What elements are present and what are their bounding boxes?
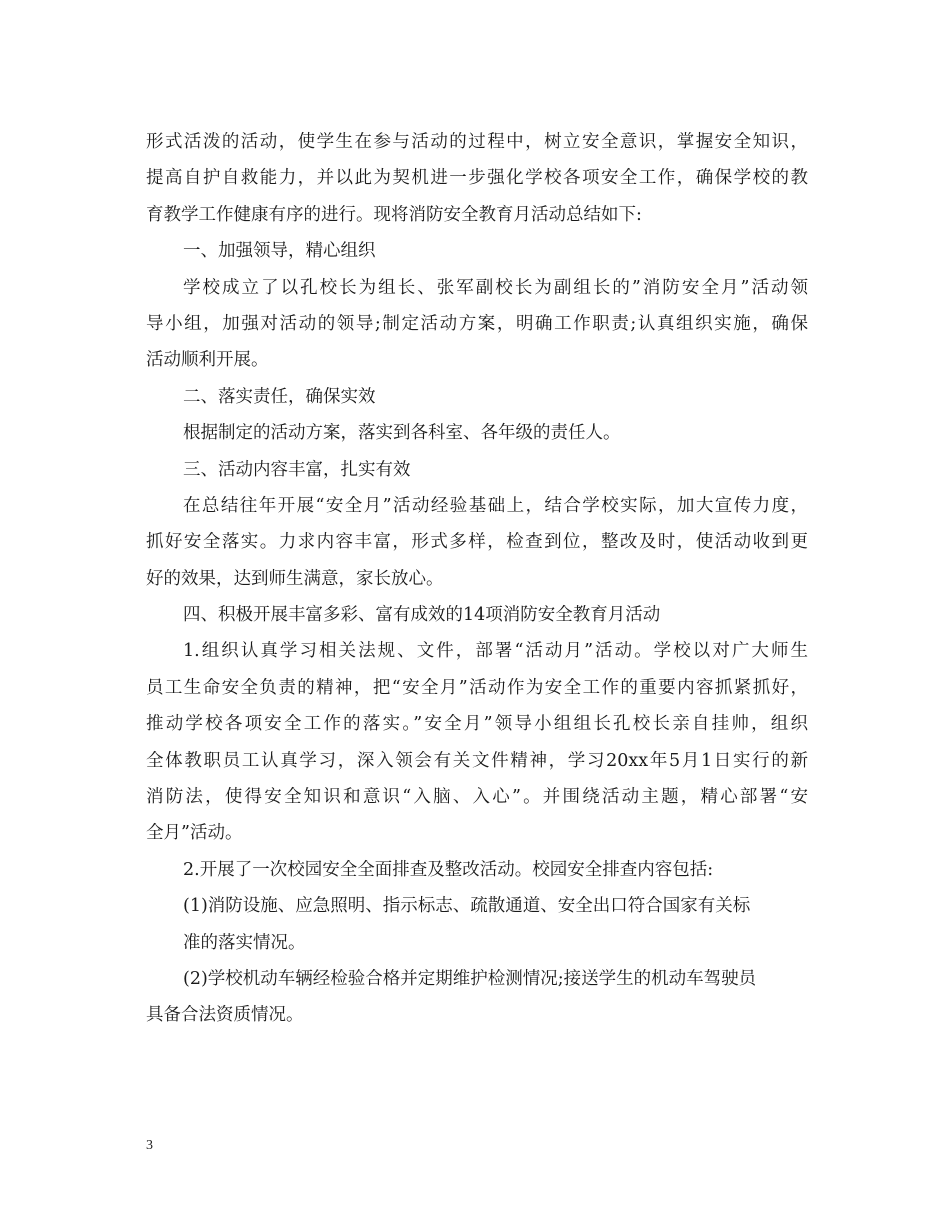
text-line: (2)学校机动车辆经检验合格并定期维护检测情况;接送学生的机动车驾驶员 <box>183 968 757 989</box>
text-line: 全体教职员工认真学习，深入领会有关文件精神，学习20xx年5月1日实行的新 <box>146 750 808 771</box>
section-heading: 四、积极开展丰富多彩、富有成效的14项消防安全教育月活动 <box>183 605 661 626</box>
page-number: 3 <box>146 1138 153 1153</box>
text-line: 2.开展了一次校园安全全面排查及整改活动。校园安全排查内容包括: <box>183 859 714 880</box>
text-line: 推动学校各项安全工作的落实。”安全月”领导小组组长孔校长亲自挂帅，组织 <box>146 714 808 735</box>
text-line: 在总结往年开展“安全月”活动经验基础上，结合学校实际，加大宣传力度， <box>183 495 808 516</box>
text-line: 根据制定的活动方案，落实到各科室、各年级的责任人。 <box>183 423 621 444</box>
section-heading: 一、加强领导，精心组织 <box>183 241 376 262</box>
text-line: 员工生命安全负责的精神，把“安全月”活动作为安全工作的重要内容抓紧抓好， <box>146 677 808 698</box>
text-line: 1.组织认真学习相关法规、文件，部署“活动月”活动。学校以对广大师生 <box>183 641 808 662</box>
text-line: 准的落实情况。 <box>183 932 306 953</box>
text-line: 活动顺利开展。 <box>146 350 269 371</box>
text-line: 育教学工作健康有序的进行。现将消防安全教育月活动总结如下: <box>146 204 642 225</box>
text-line: 导小组，加强对活动的领导;制定活动方案，明确工作职责;认真组织实施，确保 <box>146 313 808 334</box>
text-line: 学校成立了以孔校长为组长、张军副校长为副组长的”消防安全月”活动领 <box>183 277 808 298</box>
section-heading: 三、活动内容丰富，扎实有效 <box>183 459 411 480</box>
text-line: 提高自护自救能力，并以此为契机进一步强化学校各项安全工作，确保学校的教 <box>146 168 808 189</box>
text-line: (1)消防设施、应急照明、指示标志、疏散通道、安全出口符合国家有关标 <box>183 896 751 917</box>
text-line: 抓好安全落实。力求内容丰富，形式多样，检查到位，整改及时，使活动收到更 <box>146 532 808 553</box>
document-body <box>146 124 808 1034</box>
section-heading: 二、落实责任，确保实效 <box>183 386 376 407</box>
text-line: 好的效果，达到师生满意，家长放心。 <box>146 568 444 589</box>
text-line: 具备合法资质情况。 <box>146 1005 304 1026</box>
text-line: 形式活泼的活动，使学生在参与活动的过程中，树立安全意识，掌握安全知识， <box>146 132 808 152</box>
text-line: 消防法，使得安全知识和意识“入脑、入心”。并围绕活动主题，精心部署“安 <box>146 787 808 808</box>
text-line: 全月”活动。 <box>146 823 243 844</box>
